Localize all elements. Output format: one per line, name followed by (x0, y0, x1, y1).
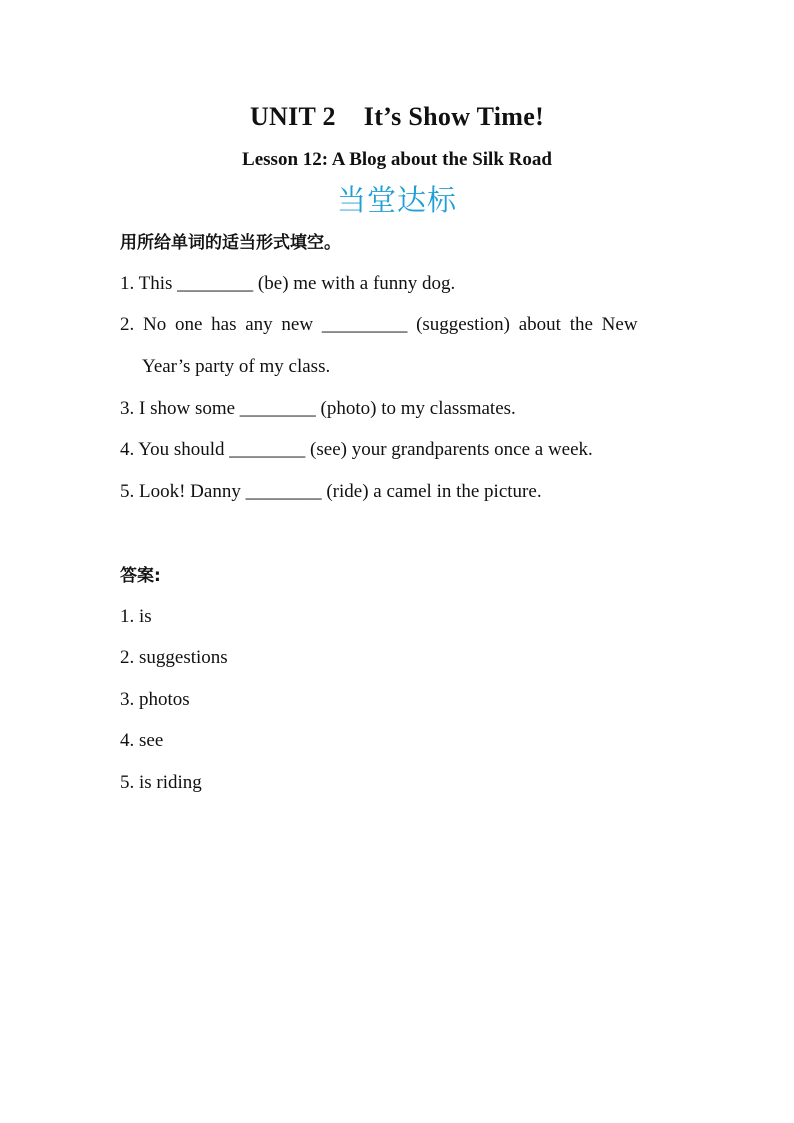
answer-3: 3. photos (120, 689, 190, 710)
exercise-instruction: 用所给单词的适当形式填空。 (120, 233, 341, 253)
question-2-continuation: Year’s party of my class. (142, 356, 331, 377)
question-3: 3. I show some ________ (photo) to my classmates. (120, 398, 516, 419)
answers-heading: 答案: (120, 566, 161, 586)
answer-5: 5. is riding (120, 772, 202, 793)
question-1: 1. This ________ (be) me with a funny dog. (120, 273, 456, 294)
answer-4: 4. see (120, 730, 164, 751)
section-title: 当堂达标 (336, 183, 457, 217)
unit-label: UNIT 2 (249, 102, 336, 131)
answer-2: 2. suggestions (120, 647, 228, 668)
question-2: 2. No one has any new _________ (suggestion) about the New (120, 314, 638, 335)
unit-title (0, 100, 794, 134)
answer-1: 1. is (120, 606, 152, 627)
lesson-title: Lesson 12: A Blog about the Silk Road (242, 149, 552, 170)
question-4: 4. You should ________ (see) your grandparents once a week. (120, 439, 593, 460)
question-5: 5. Look! Danny ________ (ride) a camel in the picture. (120, 481, 542, 502)
unit-name: It’s Show Time! (363, 102, 545, 131)
